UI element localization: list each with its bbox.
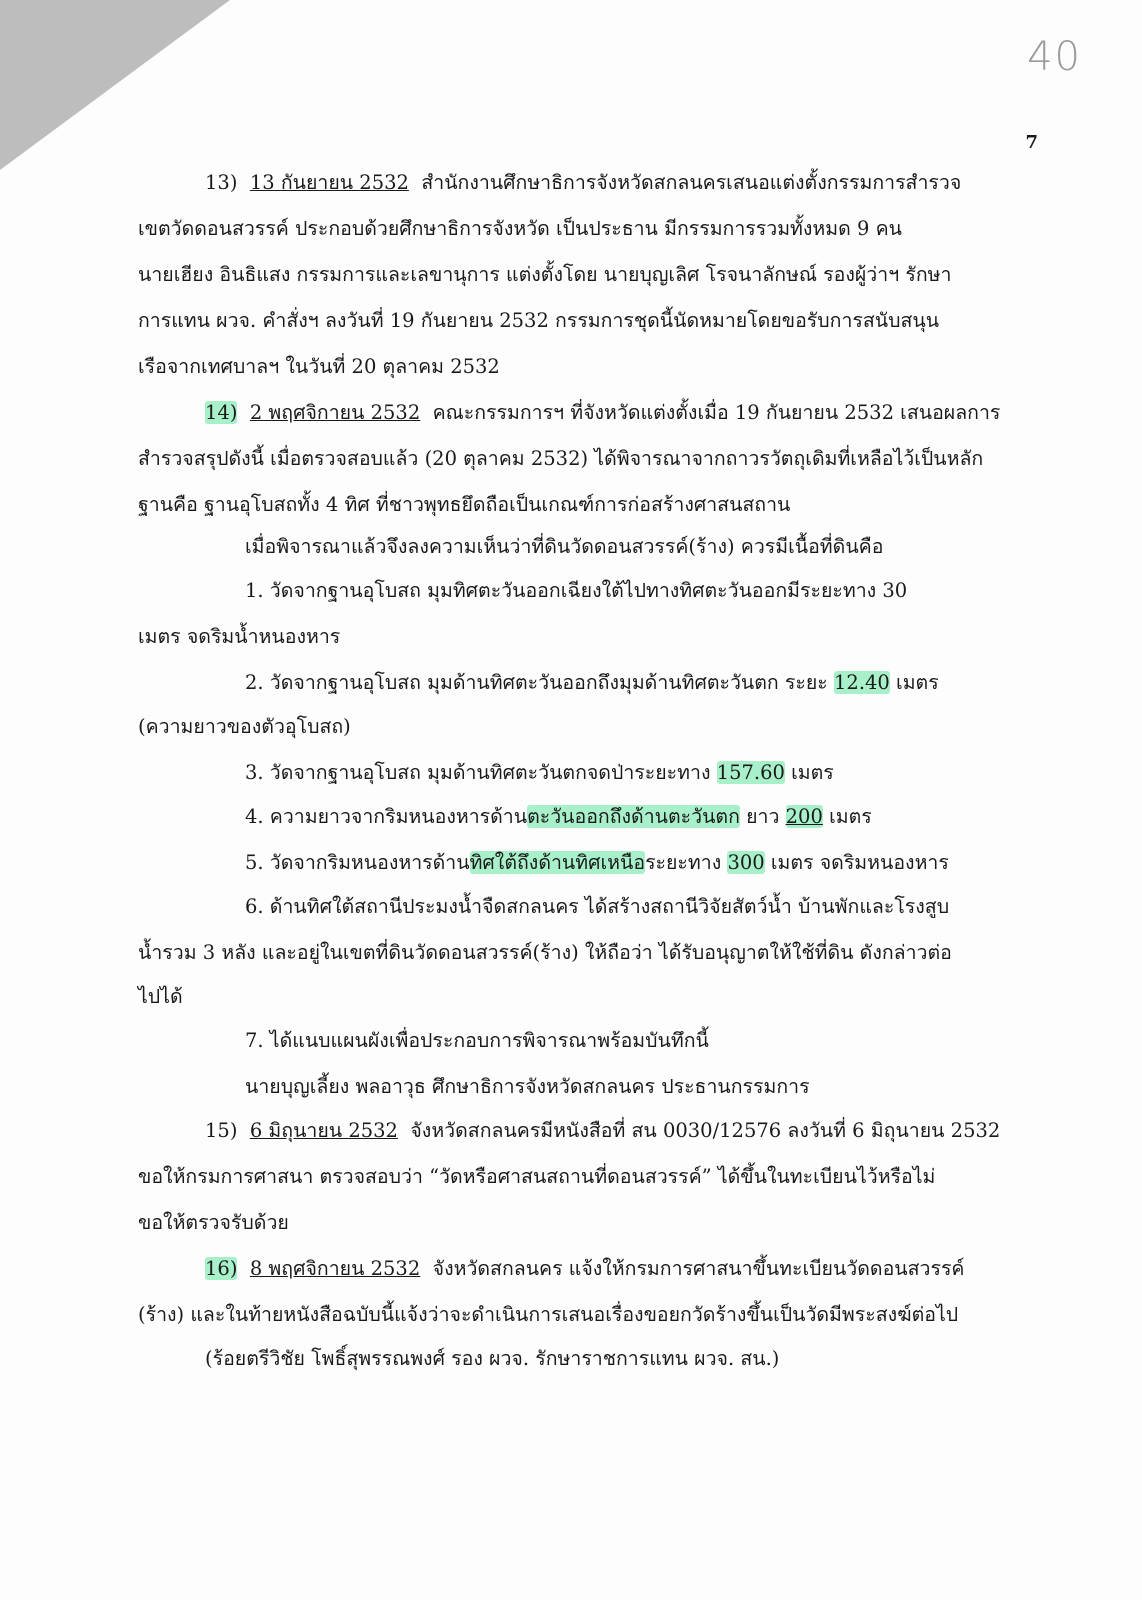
item13-line-2: เขตวัดดอนสวรรค์ ประกอบด้วยศึกษาธิการจังหวัด เป็นประธาน มีกรรมการรวมทั้งหมด 9 คน [138,217,902,240]
item13-line-3: นายเฮียง อินธิแสง กรรมการและเลขานุการ แต่งตั้งโดย นายบุญเลิศ โรจนาลักษณ์ รองผู้ว่าฯ รักษา [138,263,952,286]
point2-unit: เมตร [896,671,939,694]
item13-number: 13) [205,171,238,194]
item14-point-5 [245,850,949,876]
handwritten-page-number: 40 [1027,34,1082,80]
page-corner-fold [0,0,230,170]
item14-point-1b: เมตร จดริมน้ำหนองหาร [138,625,341,648]
point5-highlight: ทิศใต้ถึงด้านทิศเหนือ [469,851,646,874]
item13-line-1 [205,170,961,196]
point3-text: 3. วัดจากฐานอุโบสถ มุมด้านทิศตะวันตกจดป่าระยะทาง [245,761,711,784]
point5-mid: ระยะทาง [645,851,722,874]
item14-point-2a [245,670,939,696]
item14-date: 2 พฤศจิกายน 2532 [249,401,421,424]
point4-unit: เมตร [829,805,872,828]
page-number: 7 [1025,132,1038,153]
item15-number: 15) [205,1119,238,1142]
point4-text: 4. ความยาวจากริมหนองหารด้าน [245,805,528,828]
item14-point-6b: น้ำรวม 3 หลัง และอยู่ในเขตที่ดินวัดดอนสวรรค์(ร้าง) ให้ถือว่า ได้รับอนุญาตให้ใช้ที่ดิน ดังกล่าวต่อ [138,941,952,964]
item14-signer: นายบุญเลี้ยง พลอาวุธ ศึกษาธิการจังหวัดสกลนคร ประธานกรรมการ [245,1075,810,1098]
item16-number: 16) [205,1257,238,1280]
item14-point-7: 7. ได้แนบแผนผังเพื่อประกอบการพิจารณาพร้อมบันทึกนี้ [245,1029,709,1052]
point4-highlight-2: 200 [785,805,823,828]
point2-highlight: 12.40 [834,671,890,694]
point4-mid: ยาว [746,805,780,828]
point2-text: 2. วัดจากฐานอุโบสถ มุมด้านทิศตะวันออกถึงมุมด้านทิศตะวันตก ระยะ [245,671,828,694]
item16-line-1 [205,1256,964,1282]
item13-line-5: เรือจากเทศบาลฯ ในวันที่ 20 ตุลาคม 2532 [138,355,500,378]
item15-line-2: ขอให้กรมการศาสนา ตรวจสอบว่า “วัดหรือศาสนสถานที่ดอนสวรรค์” ได้ขึ้นในทะเบียนไว้หรือไม่ [138,1165,936,1188]
item14-point-3 [245,760,834,786]
item16-text-1: จังหวัดสกลนคร แจ้งให้กรมการศาสนาขึ้นทะเบียนวัดดอนสวรรค์ [432,1257,965,1280]
item14-point-6a: 6. ด้านทิศใต้สถานีประมงน้ำจืดสกลนคร ได้สร้างสถานีวิจัยสัตว์น้ำ บ้านพักและโรงสูบ [245,895,950,918]
item13-date: 13 กันยายน 2532 [249,171,409,194]
item14-number: 14) [205,401,238,424]
item14-line-3: ฐานคือ ฐานอุโบสถทั้ง 4 ทิศ ที่ชาวพุทธยึดถือเป็นเกณฑ์การก่อสร้างศาสนสถาน [138,493,791,516]
item14-point-6c: ไปได้ [138,985,183,1008]
item14-line-1 [205,400,1000,426]
item15-line-3: ขอให้ตรวจรับด้วย [138,1211,289,1234]
item15-date: 6 มิถุนายน 2532 [249,1119,398,1142]
item14-point-1a: 1. วัดจากฐานอุโบสถ มุมทิศตะวันออกเฉียงใต้ไปทางทิศตะวันออกมีระยะทาง 30 [245,579,908,602]
point5-text: 5. วัดจากริมหนองหารด้าน [245,851,470,874]
point5-unit: เมตร จดริมหนองหาร [770,851,949,874]
item14-line-4: เมื่อพิจารณาแล้วจึงลงความเห็นว่าที่ดินวัดดอนสวรรค์(ร้าง) ควรมีเนื้อที่ดินคือ [245,535,884,558]
point3-highlight: 157.60 [716,761,785,784]
item15-line-1 [205,1118,1000,1144]
item14-line-2: สำรวจสรุปดังนี้ เมื่อตรวจสอบแล้ว (20 ตุลาคม 2532) ได้พิจารณาจากถาวรวัตถุเดิมที่เหลือไว้เป็นหลัก [138,447,984,470]
point4-highlight: ตะวันออกถึงด้านตะวันตก [527,805,740,828]
item16-line-2: (ร้าง) และในท้ายหนังสือฉบับนี้แจ้งว่าจะดำเนินการเสนอเรื่องขอยกวัดร้างขึ้นเป็นวัดมีพระสงฆ์ต่อไป [138,1303,959,1326]
item13-line-4: การแทน ผวจ. คำสั่งฯ ลงวันที่ 19 กันยายน 2532 กรรมการชุดนี้นัดหมายโดยขอรับการสนับสนุน [138,309,940,332]
item13-text-1: สำนักงานศึกษาธิการจังหวัดสกลนครเสนอแต่งตั้งกรรมการสำรวจ [421,171,962,194]
item16-date: 8 พฤศจิกายน 2532 [249,1257,421,1280]
item16-line-3: (ร้อยตรีวิชัย โพธิ์สุพรรณพงศ์ รอง ผวจ. รักษาราชการแทน ผวจ. สน.) [205,1347,780,1370]
item15-text-1: จังหวัดสกลนครมีหนังสือที่ สน 0030/12576 ลงวันที่ 6 มิถุนายน 2532 [410,1119,1001,1142]
item14-text-1: คณะกรรมการฯ ที่จังหวัดแต่งตั้งเมื่อ 19 กันยายน 2532 เสนอผลการ [432,401,1001,424]
item14-point-4 [245,804,872,830]
point3-unit: เมตร [791,761,834,784]
item14-point-2b: (ความยาวของตัวอุโบสถ) [138,715,351,738]
point5-highlight-2: 300 [727,851,765,874]
